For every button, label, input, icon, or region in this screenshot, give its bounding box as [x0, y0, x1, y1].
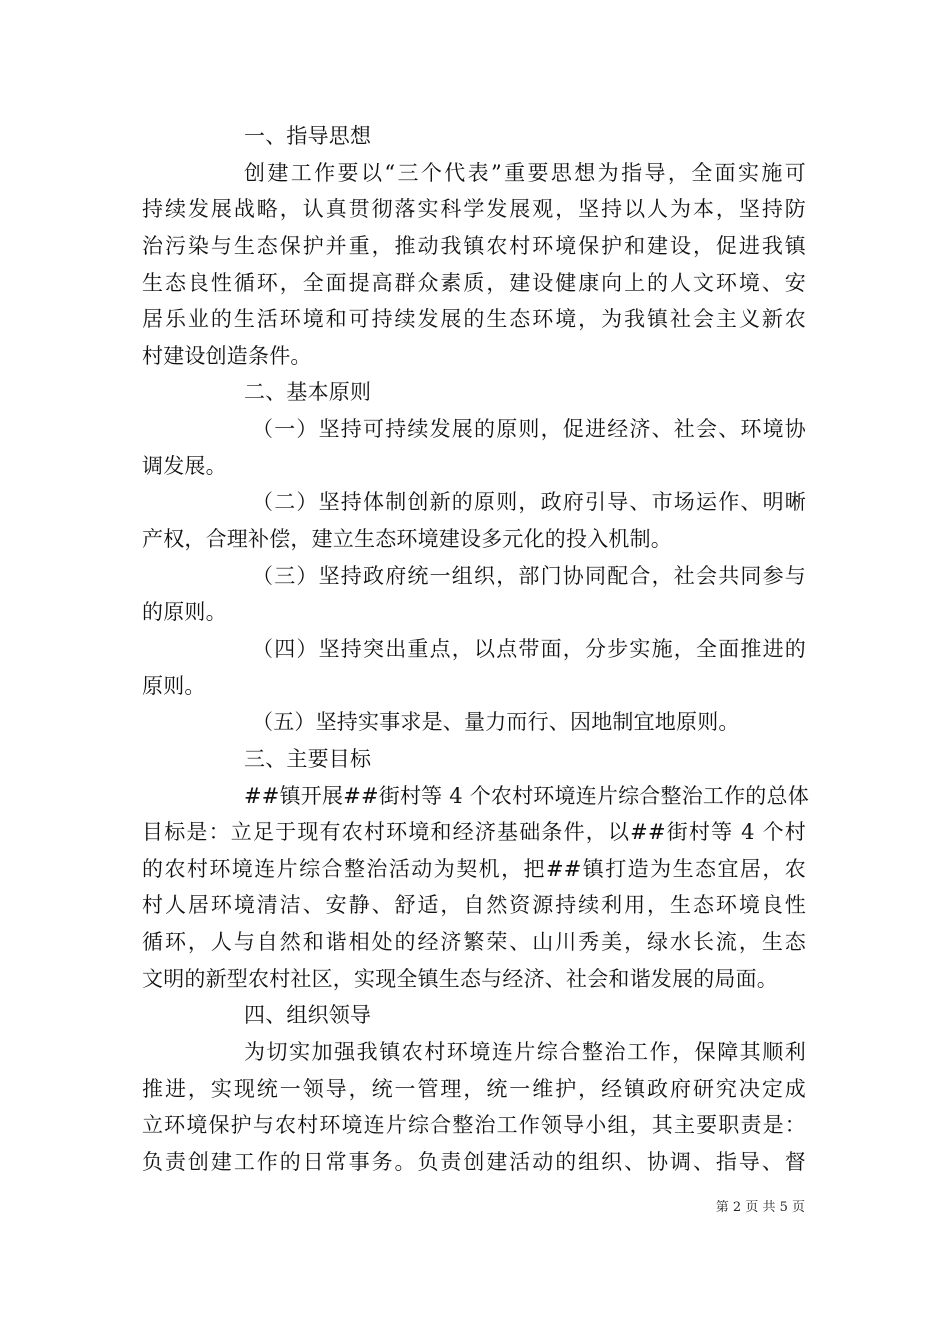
paragraph-line: 立环境保护与农村环境连片综合整治工作领导小组，其主要职责是： — [142, 1113, 806, 1138]
paragraph-line: （一）坚持可持续发展的原则，促进经济、社会、环境协 — [252, 417, 806, 442]
paragraph-line: （四）坚持突出重点，以点带面，分步实施，全面推进的 — [252, 636, 806, 661]
document-body — [142, 118, 809, 1181]
paragraph-line: 的原则。 — [142, 600, 227, 625]
paragraph-line: 负责创建工作的日常事务。负责创建活动的组织、协调、指导、督 — [142, 1149, 806, 1174]
paragraph-line: 创建工作要以“三个代表”重要思想为指导，全面实施可 — [244, 160, 806, 185]
page-number-label: 第 2 页 共 5 页 — [715, 1200, 805, 1215]
paragraph-line: 文明的新型农村社区，实现全镇生态与经济、社会和谐发展的局面。 — [142, 966, 778, 991]
paragraph-line: 为切实加强我镇农村环境连片综合整治工作，保障其顺利 — [244, 1040, 806, 1065]
paragraph-line: 调发展。 — [142, 453, 227, 478]
section-heading: 二、基本原则 — [244, 380, 372, 405]
paragraph-line: 产权，合理补偿，建立生态环境建设多元化的投入机制。 — [142, 527, 672, 552]
paragraph-line: 生态良性循环，全面提高群众素质，建设健康向上的人文环境、安 — [142, 270, 806, 295]
paragraph-line: 治污染与生态保护并重，推动我镇农村环境保护和建设，促进我镇 — [142, 233, 806, 258]
page-number-footer — [716, 1200, 805, 1216]
paragraph-line: ##镇开展##街村等 4 个农村环境连片综合整治工作的总体 — [244, 783, 809, 808]
paragraph-line: 持续发展战略，认真贯彻落实科学发展观，坚持以人为本，坚持防 — [142, 197, 806, 222]
paragraph-line: （二）坚持体制创新的原则，政府引导、市场运作、明晰 — [252, 490, 806, 515]
paragraph-line: （三）坚持政府统一组织，部门协同配合，社会共同参与 — [252, 563, 806, 588]
section-heading: 一、指导思想 — [244, 124, 372, 148]
section-heading: 四、组织领导 — [244, 1003, 372, 1028]
paragraph-line: 原则。 — [142, 673, 206, 698]
paragraph-line: 循环，人与自然和谐相处的经济繁荣、山川秀美，绿水长流，生态 — [142, 930, 806, 955]
paragraph-line: 居乐业的生活环境和可持续发展的生态环境，为我镇社会主义新农 — [142, 307, 806, 332]
section-heading: 三、主要目标 — [244, 746, 372, 771]
paragraph-line: 村建设创造条件。 — [142, 343, 312, 368]
paragraph-line: （五）坚持实事求是、量力而行、因地制宜地原则。 — [252, 710, 740, 735]
paragraph-line: 推进，实现统一领导，统一管理，统一维护，经镇政府研究决定成 — [142, 1076, 806, 1101]
paragraph-line: 的农村环境连片综合整治活动为契机，把##镇打造为生态宜居，农 — [142, 856, 806, 881]
paragraph-line: 村人居环境清洁、安静、舒适，自然资源持续利用，生态环境良性 — [142, 893, 806, 918]
paragraph-line: 目标是：立足于现有农村环境和经济基础条件，以##街村等 4 个村 — [142, 820, 806, 845]
